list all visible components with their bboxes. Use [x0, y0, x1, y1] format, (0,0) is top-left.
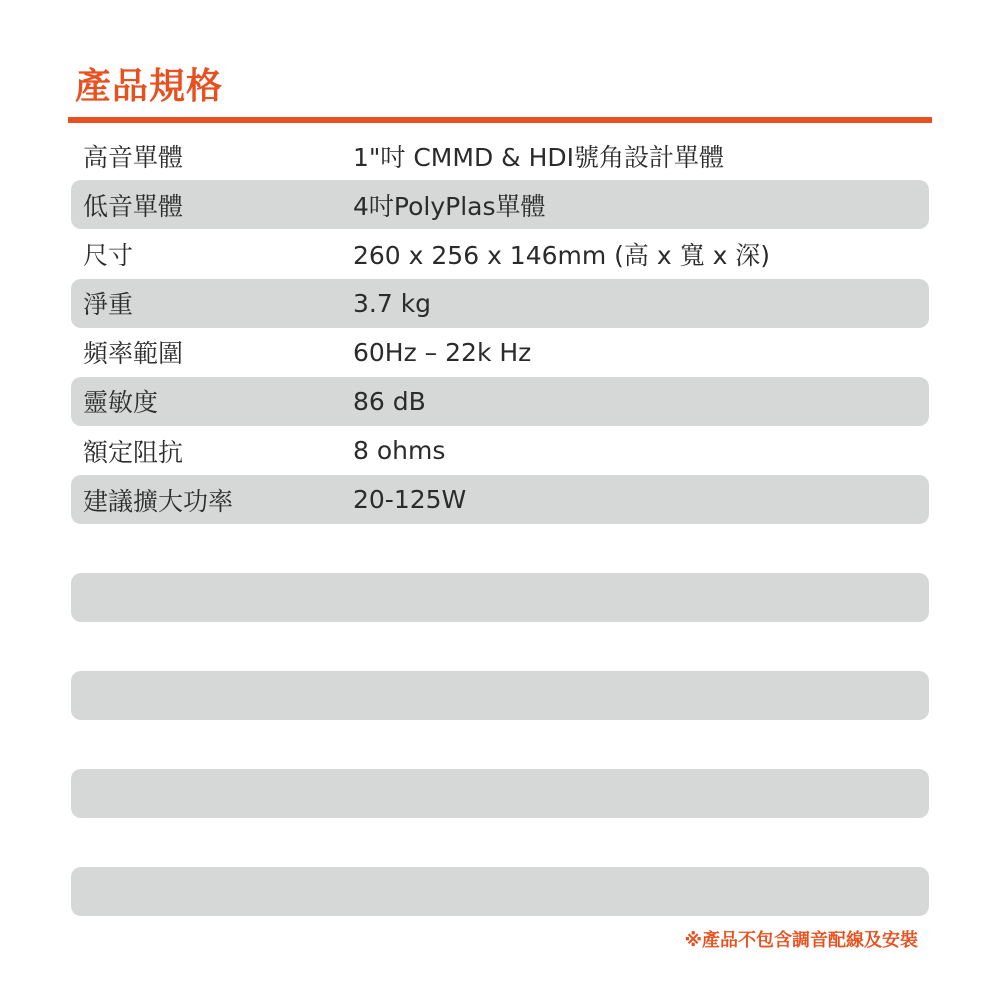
spec-table — [71, 131, 929, 525]
spec-row-impedance — [71, 426, 929, 475]
spec-label: 淨重 — [83, 290, 134, 320]
spec-value: 8 ohms — [353, 436, 446, 466]
spec-row-dimensions — [71, 229, 929, 278]
spec-label: 低音單體 — [83, 191, 184, 221]
spec-label: 建議擴大功率 — [83, 486, 234, 516]
footnote: ※產品不包含調音配線及安裝 — [684, 930, 918, 951]
spec-row-tweeter — [71, 131, 929, 180]
spec-value: 60Hz – 22k Hz — [353, 337, 532, 367]
spec-row-weight — [71, 279, 929, 328]
spec-label: 尺寸 — [83, 240, 134, 270]
spec-label: 額定阻抗 — [83, 437, 184, 467]
spec-label: 靈敏度 — [83, 388, 159, 418]
spec-value: 86 dB — [353, 386, 426, 416]
empty-row — [71, 573, 929, 622]
empty-row — [71, 769, 929, 818]
spec-row-frequency — [71, 328, 929, 377]
title-divider — [68, 117, 932, 123]
empty-row — [71, 867, 929, 916]
page-title: 產品規格 — [75, 66, 224, 107]
spec-value: 20-125W — [353, 485, 467, 515]
spec-value: 260 x 256 x 146mm (高 x 寬 x 深) — [353, 240, 771, 270]
spec-value: 3.7 kg — [353, 288, 432, 318]
spec-row-woofer — [71, 180, 929, 229]
spec-label: 高音單體 — [83, 142, 184, 172]
spec-row-amplifier — [71, 475, 929, 524]
spec-label: 頻率範圍 — [83, 339, 184, 369]
spec-value: 1"吋 CMMD & HDI號角設計單體 — [353, 142, 725, 172]
empty-row — [71, 671, 929, 720]
spec-value: 4吋PolyPlas單體 — [353, 191, 546, 221]
spec-row-sensitivity — [71, 377, 929, 426]
